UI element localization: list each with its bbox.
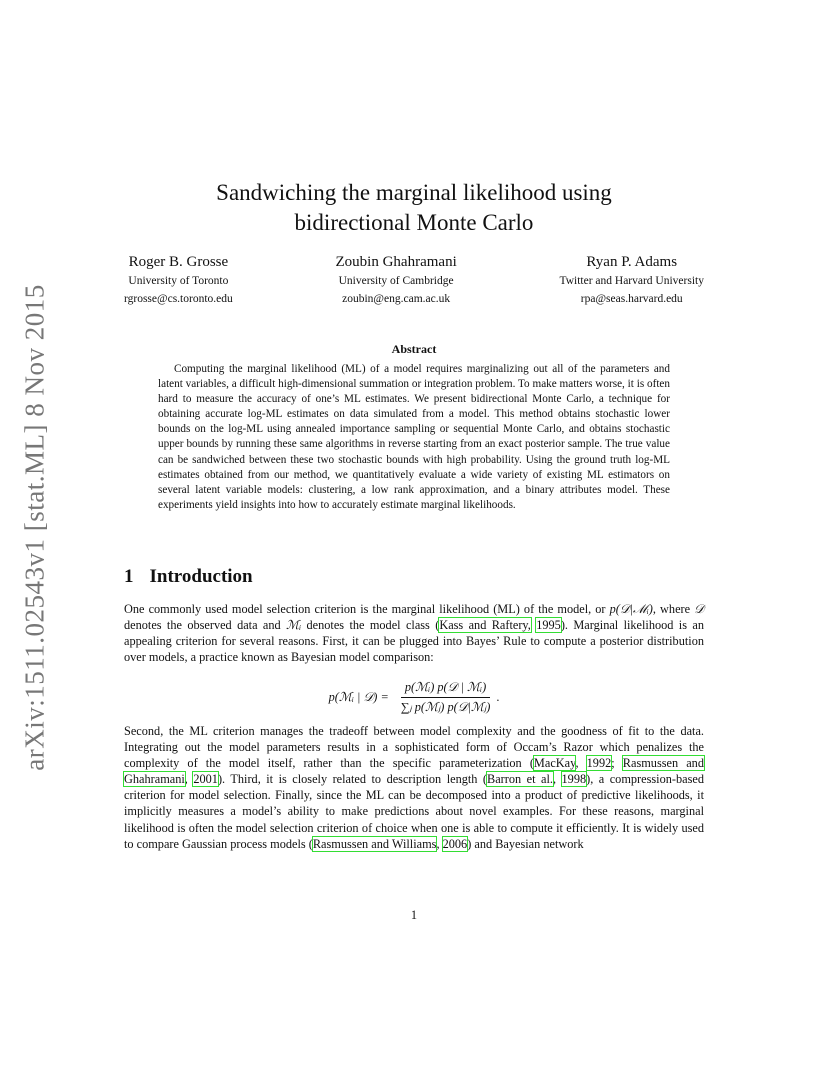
- author-block: [124, 252, 233, 308]
- author-name: Ryan P. Adams: [586, 254, 678, 270]
- text-run: ). Third, it is closely related to description length (: [217, 772, 488, 787]
- bayes-rule-equation: [124, 680, 704, 715]
- text-run: ,: [575, 756, 587, 771]
- citation-link[interactable]: 1995: [536, 618, 561, 633]
- citation-link[interactable]: Barron et al.: [487, 772, 553, 787]
- author-block: [336, 252, 457, 308]
- text-run: ,: [436, 836, 443, 851]
- section-number: 1: [124, 566, 134, 587]
- text-run: , where: [652, 602, 695, 616]
- text-run: ,: [552, 772, 562, 787]
- math-inline: p(𝒟|ℳᵢ): [609, 602, 653, 616]
- paper-title: [124, 178, 704, 238]
- citation-link[interactable]: Rasmussen and Williams: [312, 836, 437, 851]
- author-email: rpa@seas.harvard.edu: [580, 293, 683, 305]
- text-run: denotes the observed data and: [124, 618, 287, 633]
- arxiv-stamp-text: arXiv:1511.02543v1 [stat.ML] 8 Nov 2015: [19, 284, 50, 771]
- title-line-2: bidirectional Monte Carlo: [294, 210, 534, 235]
- text-run: One commonly used model selection criterion is the marginal likelihood (ML) of the model, or: [124, 602, 610, 616]
- citation-link[interactable]: 2001: [193, 772, 218, 787]
- text-run: ), a compression-based criterion for model selection. Finally, since the ML can be decomposed into a product of predictive likelihoods, it implicitly measures a model’s ability to make predictions about novel examples. For these reasons, marginal likelihood is often the model selection criterion of choice when one is able to compute it efficiently. It is widely used to compare Gaussian process models (: [124, 772, 704, 851]
- text-run: ). Marginal likelihood is an appealing criterion for several reasons. First, it can be plugged into Bayes’ Rule to compute a posterior distribution over models, a practice known as Bayesian model comparison:: [124, 618, 704, 665]
- arxiv-identifier-stamp: [10, 280, 60, 775]
- text-run: ) and Bayesian network: [467, 836, 584, 851]
- math-inline: ℳᵢ: [286, 618, 302, 633]
- citation-link[interactable]: Rasmussen and Ghahramani: [124, 756, 704, 787]
- author-list: [124, 252, 704, 308]
- citation-link[interactable]: 2006: [442, 836, 468, 851]
- intro-paragraph-1: [124, 601, 704, 665]
- author-name: Zoubin Ghahramani: [335, 254, 457, 270]
- equation-fraction: [397, 680, 495, 715]
- abstract-heading: Abstract: [391, 342, 437, 356]
- equation-period: .: [496, 690, 500, 704]
- text-run: denotes the model class (: [301, 618, 440, 633]
- citation-link[interactable]: MacKay: [533, 756, 576, 771]
- author-email: rgrosse@cs.toronto.edu: [124, 293, 233, 305]
- author-affiliation: University of Toronto: [128, 275, 229, 287]
- citation-link[interactable]: Kass and Raftery,: [439, 618, 531, 633]
- intro-paragraph-2: [124, 723, 704, 852]
- section-heading: [124, 566, 253, 588]
- equation-lhs: p(ℳᵢ | 𝒟) =: [328, 690, 389, 704]
- text-run: ;: [611, 756, 623, 771]
- abstract-text: Computing the marginal likelihood (ML) of a model requires marginalizing out all of the parameters and latent variables, a difficult high-dimensional summation or integration problem. To make matters worse, it is often hard to measure the accuracy of one’s ML estimates. We present bidirectional Monte Carlo, a technique for obtaining accurate log-ML estimates on data simulated from a model. This method obtains stochastic lower bounds on the log-ML using annealed importance sampling or sequential Monte Carlo, and obtains stochastic upper bounds by running these same algorithms in reverse starting from an exact posterior sample. The true value can be sandwiched between these two stochastic bounds with high probability. Using the ground truth log-ML estimates obtained from our method, we quantitatively evaluate a wide variety of existing ML estimators on several latent variable models: clustering, a low rank approximation, and a binary attributes model. These experiments yield insights into how to accurately estimate marginal likelihoods.: [158, 363, 670, 511]
- text-run: Second, the ML criterion manages the tradeoff between model complexity and the goodness of fit to the data. Integrating out the model parameters results in a sophisticated form of Occam’s Razor which penalizes the complexity of the model itself, rather than the specific parameterization (: [124, 724, 704, 771]
- equation-numerator: p(ℳᵢ) p(𝒟 | ℳᵢ): [401, 680, 490, 698]
- equation-denominator: ∑ⱼ p(ℳⱼ) p(𝒟|ℳⱼ): [400, 700, 491, 714]
- text-run: ,: [184, 772, 194, 787]
- author-block: [559, 252, 704, 308]
- author-affiliation: University of Cambridge: [338, 275, 454, 287]
- section-title: Introduction: [149, 566, 253, 587]
- author-affiliation: Twitter and Harvard University: [559, 275, 704, 287]
- title-line-1: Sandwiching the marginal likelihood using: [216, 180, 612, 205]
- author-name: Roger B. Grosse: [128, 254, 229, 270]
- citation-link[interactable]: 1992: [586, 756, 612, 771]
- citation-link[interactable]: 1998: [561, 772, 587, 787]
- author-email: zoubin@eng.cam.ac.uk: [342, 293, 451, 305]
- math-inline: 𝒟: [694, 602, 704, 616]
- page-number: 1: [410, 908, 418, 922]
